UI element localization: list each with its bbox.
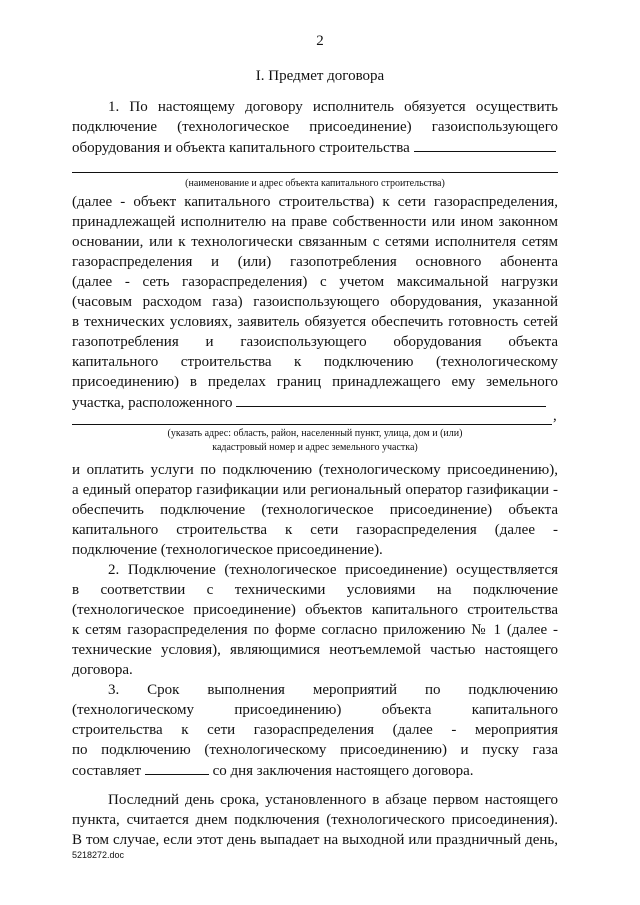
caption-address-2: кадастровый номер и адрес земельного участка) [212,442,418,453]
p1b-line-4: газораспределения и (или) газопотребления основного абонента [72,254,558,270]
page-number: 2 [316,33,324,49]
p1-line-2: подключение (технологическое присоединение) газоиспользующего [72,119,558,135]
term-blank[interactable] [145,760,209,775]
p1b-line-1: (далее - объект капитального строительства) к сети газораспределения, [72,194,558,210]
p3-line-4: по подключению (технологическому присоединению) и пуску газа [72,742,558,758]
p4-line-2: пункта, считается днем подключения (технологического присоединения). [72,812,558,828]
p1b-line-8: газопотребления и газоиспользующего оборудования объекта [72,334,558,350]
p3-line-2: (технологическому присоединению) объекта капитального [72,702,558,718]
p1-line-3 [72,137,558,158]
p1c-line-2: а единый оператор газификации или региональный оператор газификации - [72,482,558,498]
p1b-line-5: (далее - сеть газораспределения) с учетом максимальной нагрузки [72,274,558,290]
p1b-line-3: основании, или к технологически связанным с сетями исполнителя сетям [72,234,558,250]
p4-line-1: Последний день срока, установленного в абзаце первом настоящего [108,792,558,808]
p2-line-1: 2. Подключение (технологическое присоединение) осуществляется [108,562,558,578]
object-name-line[interactable] [72,172,558,173]
p1c-line-3: обеспечить подключение (технологическое присоединение) объекта [72,502,558,518]
p1c-line-4: капитального строительства к сети газораспределения (далее - [72,522,558,538]
object-name-blank[interactable] [414,137,556,152]
p3-line-5-end: со дня заключения настоящего договора. [212,763,474,779]
section-heading: I. Предмет договора [255,68,385,84]
p2-line-6: договора. [72,662,133,678]
p1b-line-7: в технических условиях, заявитель обязуется обеспечить готовность сетей [72,314,558,330]
p1b-line-11 [72,392,558,413]
p1c-line-5: подключение (технологическое присоединение). [72,542,383,558]
caption-object-name: (наименование и адрес объекта капитального строительства) [185,178,445,189]
address-blank[interactable] [236,392,546,407]
p3-line-3: строительства к сети газораспределения (далее - мероприятия [72,722,558,738]
document-filename: 5218272.doc [72,850,125,860]
p3-line-1: 3. Срок выполнения мероприятий по подключению [108,682,558,698]
caption-address-1: (указать адрес: область, район, населенный пункт, улица, дом и (или) [167,428,463,439]
p1b-line-9: капитального строительства к подключению (технологическому [72,354,558,370]
address-comma: , [553,408,557,424]
p1b-line-6: (часовым расходом газа) газоиспользующего оборудования, указанной [72,294,558,310]
p1b-line-11-text: участка, расположенного [72,395,233,411]
p1c-line-1: и оплатить услуги по подключению (технологическому присоединению), [72,462,558,478]
p1-line-1: 1. По настоящему договору исполнитель обязуется осуществить [108,99,558,115]
address-line[interactable] [72,424,552,425]
p2-line-5: технические условия), являющимися неотъемлемой частью настоящего [72,642,558,658]
p1b-line-10: присоединению) в пределах границ принадлежащего ему земельного [72,374,558,390]
p1-line-3-text: оборудования и объекта капитального строительства [72,140,410,156]
p2-line-4: к сетям газораспределения по форме согласно приложению № 1 (далее - [72,622,558,638]
p2-line-2: в соответствии с техническими условиями на подключение [72,582,558,598]
p4-line-3: В том случае, если этот день выпадает на выходной или праздничный день, [72,832,558,848]
p2-line-3: (технологическое присоединение) объектов капитального строительства [72,602,558,618]
p1b-line-2: принадлежащей исполнителю на праве собственности или ином законном [72,214,558,230]
p3-line-5 [72,760,558,781]
p3-line-5-start: составляет [72,763,142,779]
